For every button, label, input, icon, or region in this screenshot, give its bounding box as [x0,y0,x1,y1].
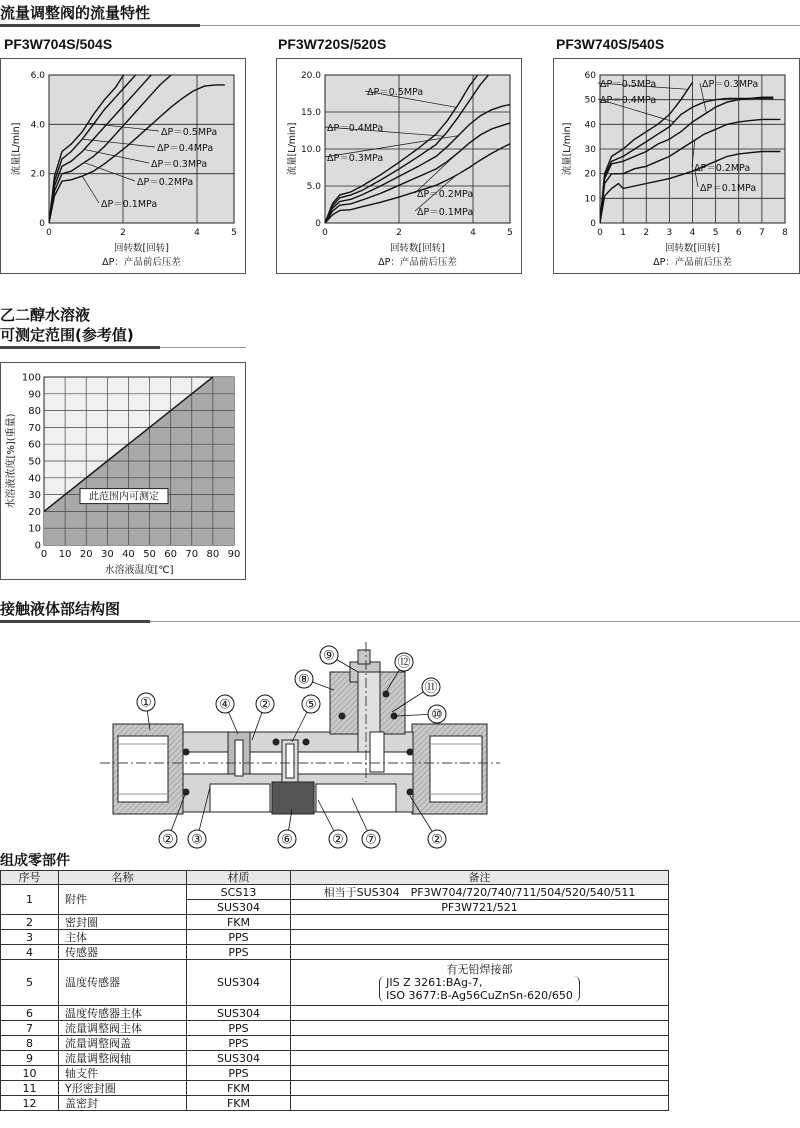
legend-label: ΔP＝0.3MPa [702,79,759,90]
cell-note [291,1066,669,1081]
cell-note: 相当于SUS304 PF3W704/720/740/711/504/520/540/511 [291,885,669,900]
chart-model-3: PF3W740S/540S [556,36,665,52]
table-row [1,1021,669,1036]
x-tick-label: 5 [231,228,237,238]
valve-body [100,642,500,814]
table-row [1,1036,669,1051]
y-tick-label: 10 [28,523,41,535]
x-tick-label: 2 [396,228,402,238]
cell-no: 9 [1,1051,59,1066]
cell-material: FKM [187,1096,291,1111]
cell-note-multiline [291,960,669,1006]
x-tick-label: 3 [666,228,673,238]
x-axis-label: 回转数[回转] [114,243,169,254]
legend-label: ΔP＝0.1MPa [700,183,757,194]
x-tick-label: 1 [620,228,626,238]
cell-note [291,1021,669,1036]
callout-number: ⑦ [365,832,377,848]
glycol-panel [0,362,246,580]
callout-number: ② [259,697,271,713]
y-tick-label: 0 [34,540,41,552]
callout-number: ④ [219,697,231,713]
callout-number: ② [431,832,443,848]
chart-model-2: PF3W720S/520S [278,36,387,52]
note-line-3: ISO 3677:B-Ag56CuZnSn-620/650 [386,989,573,1002]
x-tick-label: 2 [643,228,650,238]
y-axis-label: 流量[L/min] [562,122,573,176]
y-tick-label: 50 [584,95,596,106]
cell-note [291,945,669,960]
cell-note [291,1081,669,1096]
callout-number: ① [140,695,152,711]
cell-note [291,1036,669,1051]
cell-no: 10 [1,1066,59,1081]
x-tick-label: 7 [759,228,765,238]
y-tick-label: 4.0 [30,120,45,131]
table-row [1,915,669,930]
chart-panel-1 [0,58,246,274]
y-axis-label: 流量[L/min] [287,122,298,176]
table-row [1,1051,669,1066]
x-tick-label: 10 [58,549,72,560]
section-rule-thin [200,25,800,26]
y-tick-label: 0 [315,219,321,229]
callout-number: ⑤ [305,697,317,713]
legend-label: ΔP＝0.4MPa [157,143,214,154]
note-line-1: 有无铅焊接部 [446,963,513,976]
x-tick-label: 5 [507,228,513,238]
col-header-name: 名称 [59,871,187,885]
cell-no: 8 [1,1036,59,1051]
x-tick-label: 0 [40,549,48,560]
y-tick-label: 10.0 [300,145,321,155]
table-header-row [1,871,669,885]
cell-material: PPS [187,1021,291,1036]
legend-label: ΔP＝0.2MPa [694,163,751,174]
callout-number: ⑨ [323,648,335,664]
legend-label: ΔP＝0.3MPa [327,153,384,164]
y-tick-label: 60 [28,439,41,451]
region-label: 此范围内可测定 [89,491,159,503]
callout-number: ③ [191,832,203,848]
cell-note [291,915,669,930]
cell-material: FKM [187,915,291,930]
cell-no: 2 [1,915,59,930]
note-line-2: JIS Z 3261:BAg-7, [386,976,483,989]
flow-chart-3 [554,59,799,273]
chart-note: ΔP：产品前后压差 [653,257,732,268]
section-rule-thin [150,621,800,622]
cell-name: 传感器 [59,945,187,960]
x-tick-label: 5 [712,228,719,238]
y-tick-label: 60 [584,71,596,81]
x-tick-label: 70 [185,549,199,560]
callout-number: ⑧ [298,672,310,688]
x-axis-label: 水溶液温度[℃] [104,565,174,576]
legend-label: ΔP＝0.5MPa [600,79,657,90]
cell-name: 盖密封 [59,1096,187,1111]
section-title-glycol-1: 乙二醇水溶液 [0,306,91,324]
cell-material: FKM [187,1081,291,1096]
chart-panel-2 [276,58,522,274]
legend-label: ΔP＝0.2MPa [137,177,194,188]
table-row [1,960,669,1006]
y-tick-label: 100 [21,372,41,384]
cell-name: 主体 [59,930,187,945]
cell-material: SUS304 [187,1051,291,1066]
y-tick-label: 70 [28,422,41,434]
section-rule [0,346,160,349]
y-tick-label: 20 [28,506,41,518]
cell-no: 11 [1,1081,59,1096]
cell-name: 轴支件 [59,1066,187,1081]
y-tick-label: 5.0 [306,182,321,192]
structure-diagram [0,632,800,857]
x-tick-label: 50 [143,549,156,560]
legend-label: ΔP＝0.4MPa [600,95,657,106]
y-tick-label: 40 [584,120,596,131]
legend-label: ΔP＝0.5MPa [161,127,218,138]
cell-name: 密封圈 [59,915,187,930]
cell-material: SUS304 [187,960,291,1006]
table-row [1,930,669,945]
y-tick-label: 40 [28,473,41,485]
y-tick-label: 80 [28,406,41,418]
cell-material: SUS304 [187,900,291,915]
y-tick-label: 30 [584,145,596,155]
section-rule [0,24,200,27]
section-title-glycol-2: 可测定范围(参考值) [0,326,134,344]
x-axis-label: 回转数[回转] [665,243,720,254]
callout-number: ② [332,832,344,848]
legend-label: ΔP＝0.2MPa [417,189,474,200]
legend-label: ΔP＝0.3MPa [151,159,208,170]
y-tick-label: 0 [39,219,45,229]
cell-name: 附件 [59,885,187,915]
cell-no: 3 [1,930,59,945]
flow-chart-1 [1,59,245,273]
cell-material: PPS [187,945,291,960]
chart-model-1: PF3W704S/504S [4,36,113,52]
callout-number: ⑩ [431,707,443,723]
legend-label: ΔP＝0.1MPa [417,207,474,218]
legend-label: ΔP＝0.1MPa [101,199,158,210]
x-tick-label: 0 [46,228,52,238]
legend-label: ΔP＝0.4MPa [327,123,384,134]
y-axis-label: 流量[L/min] [11,122,22,176]
x-tick-label: 0 [322,228,328,238]
cell-note [291,1051,669,1066]
callout-number: ⑫ [397,655,411,671]
cell-no: 1 [1,885,59,915]
y-axis-label: 水溶液浓度[%](重量) [6,413,17,509]
x-tick-label: 30 [100,549,114,560]
col-header-note: 备注 [291,871,669,885]
parts-table-title: 组成零部件 [0,853,70,869]
cell-material: PPS [187,1036,291,1051]
x-tick-label: 4 [689,228,696,238]
x-axis-label: 回转数[回转] [390,243,445,254]
cell-no: 4 [1,945,59,960]
y-tick-label: 50 [28,456,41,468]
cell-note [291,930,669,945]
cell-name: 流量调整阀轴 [59,1051,187,1066]
x-tick-label: 6 [735,228,742,238]
y-tick-label: 6.0 [30,71,45,81]
table-row [1,1081,669,1096]
table-row [1,1096,669,1111]
x-tick-label: 90 [227,549,241,560]
table-row [1,1006,669,1021]
y-tick-label: 90 [28,389,41,401]
cell-name: 流量调整阀主体 [59,1021,187,1036]
glycol-range-chart [1,363,245,579]
cell-no: 12 [1,1096,59,1111]
cell-material: SUS304 [187,1006,291,1021]
cell-no: 5 [1,960,59,1006]
x-tick-label: 20 [79,549,93,560]
table-row [1,1066,669,1081]
y-tick-label: 10 [584,194,596,205]
x-tick-label: 4 [470,228,476,238]
x-tick-label: 0 [597,228,603,238]
cell-material: SCS13 [187,885,291,900]
parts-table [0,870,669,1111]
x-tick-label: 60 [164,549,178,560]
callout-number: ⑪ [424,680,438,696]
chart-panel-3 [553,58,800,274]
cell-note [291,1096,669,1111]
y-tick-label: 0 [590,219,596,229]
x-tick-label: 2 [120,228,126,238]
cell-material: PPS [187,930,291,945]
cell-name: 温度传感器主体 [59,1006,187,1021]
section-rule [0,620,150,623]
y-tick-label: 30 [28,490,41,502]
section-title-flow: 流量调整阀的流量特性 [0,4,151,22]
cell-material: PPS [187,1066,291,1081]
cell-note: PF3W721/521 [291,900,669,915]
x-tick-label: 80 [206,549,220,560]
cell-no: 7 [1,1021,59,1036]
y-tick-label: 15.0 [300,108,321,118]
legend-label: ΔP＝0.5MPa [367,87,424,98]
y-tick-label: 20 [584,169,596,180]
section-title-structure: 接触液体部结构图 [0,600,121,618]
parts-table-wrap [0,870,668,1111]
y-tick-label: 20.0 [300,71,321,81]
callout-number: ② [162,832,174,848]
table-row [1,885,669,900]
x-tick-label: 40 [122,549,135,560]
cell-name: 流量调整阀盖 [59,1036,187,1051]
cell-name: 温度传感器 [59,960,187,1006]
section-rule-thin [160,347,246,348]
x-tick-label: 8 [782,228,788,238]
col-header-no: 序号 [1,871,59,885]
note-bracket [379,976,580,1002]
flow-chart-2 [277,59,521,273]
callout-number: ⑥ [281,832,293,848]
table-row [1,945,669,960]
chart-note: ΔP：产品前后压差 [102,257,181,268]
cell-note [291,1006,669,1021]
x-tick-label: 4 [194,228,200,238]
cell-name: Y形密封圈 [59,1081,187,1096]
cell-no: 6 [1,1006,59,1021]
chart-note: ΔP：产品前后压差 [378,257,457,268]
col-header-material: 材质 [187,871,291,885]
y-tick-label: 2.0 [30,169,45,180]
